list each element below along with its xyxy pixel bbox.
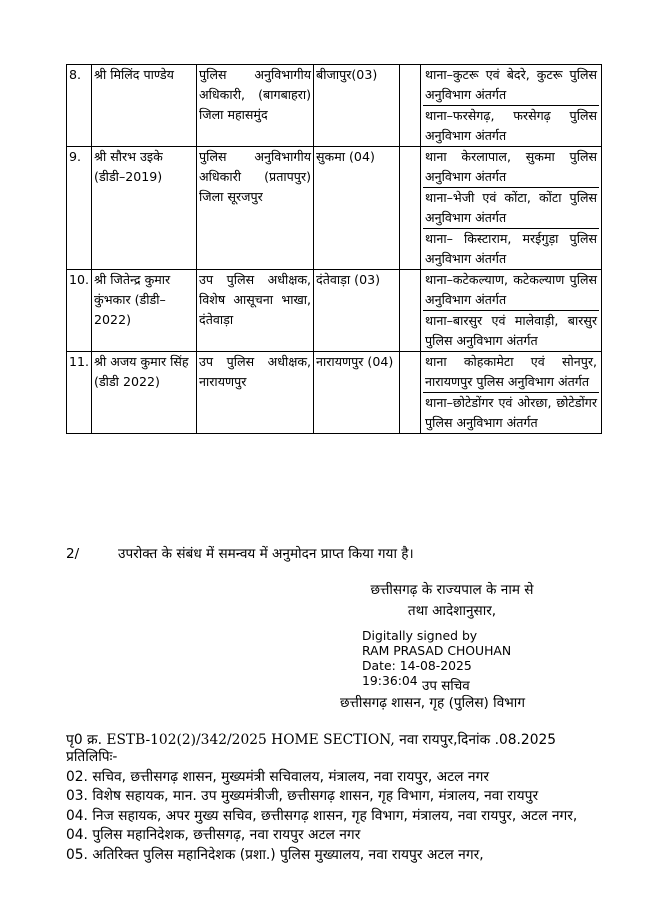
area-item: थाना– किस्टाराम, मरईगुड़ा पुलिस अनुविभाग अंतर्गत xyxy=(425,231,598,266)
list-item: 02. सचिव, छत्तीसगढ़ शासन, मुख्यमंत्री सचिवालय, मंत्रालय, नवा रायपुर, अटल नगर xyxy=(66,768,489,785)
current-post: पुलिस अनुविभागीय अधिकारी (प्रतापपुर) जिला सूरजपुर xyxy=(197,147,314,270)
officer-name: श्री सौरभ उइके (डीडी–2019) xyxy=(92,147,197,270)
reference-code: ESTB-102(2)/342/2025 HOME SECTION, xyxy=(106,732,395,748)
column-gap xyxy=(400,270,421,352)
area-list xyxy=(421,352,602,434)
authority-line-1: छत्तीसगढ़ के राज्यपाल के नाम से xyxy=(370,582,534,598)
table-row xyxy=(67,147,602,270)
area-item: थाना–कुटरू एवं बेदरे, कुटरू पुलिस अनुविभाग अंतर्गत xyxy=(423,65,599,106)
signer-name: RAM PRASAD CHOUHAN xyxy=(362,643,512,658)
paragraph-2 xyxy=(66,543,414,562)
posted-district: बीजापुर(03) xyxy=(314,65,400,147)
serial-number: 8. xyxy=(67,65,92,147)
column-gap xyxy=(400,147,421,270)
area-list xyxy=(421,65,602,147)
table-row xyxy=(67,270,602,352)
list-item: 04. पुलिस महानिदेशक, छत्तीसगढ़, नवा रायपुर अटल नगर xyxy=(66,827,361,844)
digital-signature-line: Digitally signed by xyxy=(362,628,478,643)
posted-district: दंतेवाड़ा (03) xyxy=(314,270,400,352)
signature-date: Date: 14-08-2025 xyxy=(362,658,472,673)
reference-place-date: नवा रायपुर,दिनांक .08.2025 xyxy=(399,732,557,748)
signer-designation: उप सचिव xyxy=(422,679,470,694)
area-item: थाना–बारसुर एवं मालेवाड़ी, बारसुर पुलिस अनुविभाग अंतर्गत xyxy=(425,313,598,348)
list-item: 05. अतिरिक्त पुलिस महानिदेशक (प्रशा.) पुलिस मुख्यालय, नवा रायपुर अटल नगर, xyxy=(66,846,484,863)
signature-authority xyxy=(352,580,552,622)
serial-number: 11. xyxy=(67,352,92,434)
table-row xyxy=(67,352,602,434)
area-list xyxy=(421,147,602,270)
table-row xyxy=(67,65,602,147)
authority-line-2: तथा आदेशानुसार, xyxy=(407,603,497,619)
officer-name: श्री अजय कुमार सिंह (डीडी 2022) xyxy=(92,352,197,434)
signature-time: 19:36:04 xyxy=(362,673,418,688)
area-item: थाना–भेजी एवं कोंटा, कोंटा पुलिस अनुविभाग अंतर्गत xyxy=(423,188,599,229)
area-list xyxy=(421,270,602,352)
paragraph-text: उपरोक्त के संबंध में समन्वय में अनुमोदन प्राप्त किया गया है। xyxy=(118,546,414,562)
current-post: पुलिस अनुविभागीय अधिकारी, (बागबाहरा) जिला महासमुंद xyxy=(197,65,314,147)
signer-department: छत्तीसगढ़ शासन, गृह (पुलिस) विभाग xyxy=(340,695,525,711)
current-post: उप पुलिस अधीक्षक, विशेष आसूचना भाखा, दंतेवाड़ा xyxy=(197,270,314,352)
serial-number: 9. xyxy=(67,147,92,270)
area-item: थाना–कटेकल्याण, कटेकल्याण पुलिस अनुविभाग अंतर्गत xyxy=(423,270,599,311)
column-gap xyxy=(400,352,421,434)
copy-list xyxy=(66,748,586,866)
reference-prefix: पृ0 क्र. xyxy=(66,732,102,748)
paragraph-number: 2/ xyxy=(66,546,80,562)
posted-district: नारायणपुर (04) xyxy=(314,352,400,434)
area-item: थाना–फरसेगढ़, फरसेगढ़ पुलिस अनुविभाग अंतर्गत xyxy=(425,108,598,143)
area-item: थाना कोहकामेटा एवं सोनपुर, नारायणपुर पुलिस अनुविभाग अंतर्गत xyxy=(423,352,599,393)
serial-number: 10. xyxy=(67,270,92,352)
column-gap xyxy=(400,65,421,147)
officer-name: श्री जितेन्द्र कुमार कुंभकार (डीडी–2022) xyxy=(92,270,197,352)
postings-table xyxy=(66,64,602,434)
list-item: 04. निज सहायक, अपर मुख्य सचिव, छत्तीसगढ़ शासन, गृह विभाग, मंत्रालय, नवा रायपुर, अटल नगर, xyxy=(66,807,578,824)
list-item: 03. विशेष सहायक, मान. उप मुख्यमंत्रीजी, छत्तीसगढ़ शासन, गृह विभाग, मंत्रालय, नवा रायपुर xyxy=(66,788,539,805)
copy-heading: प्रतिलिपिः- xyxy=(66,749,118,765)
area-item: थाना केरलापाल, सुकमा पुलिस अनुविभाग अंतर्गत xyxy=(423,147,599,188)
posted-district: सुकमा (04) xyxy=(314,147,400,270)
officer-name: श्री मिलिंद पाण्डेय xyxy=(92,65,197,147)
reference-line xyxy=(66,730,556,749)
current-post: उप पुलिस अधीक्षक, नारायणपुर xyxy=(197,352,314,434)
area-item: थाना–छोटेडोंगर एवं ओरछा, छोटेडोंगर पुलिस अनुविभाग अंतर्गत xyxy=(425,395,598,430)
